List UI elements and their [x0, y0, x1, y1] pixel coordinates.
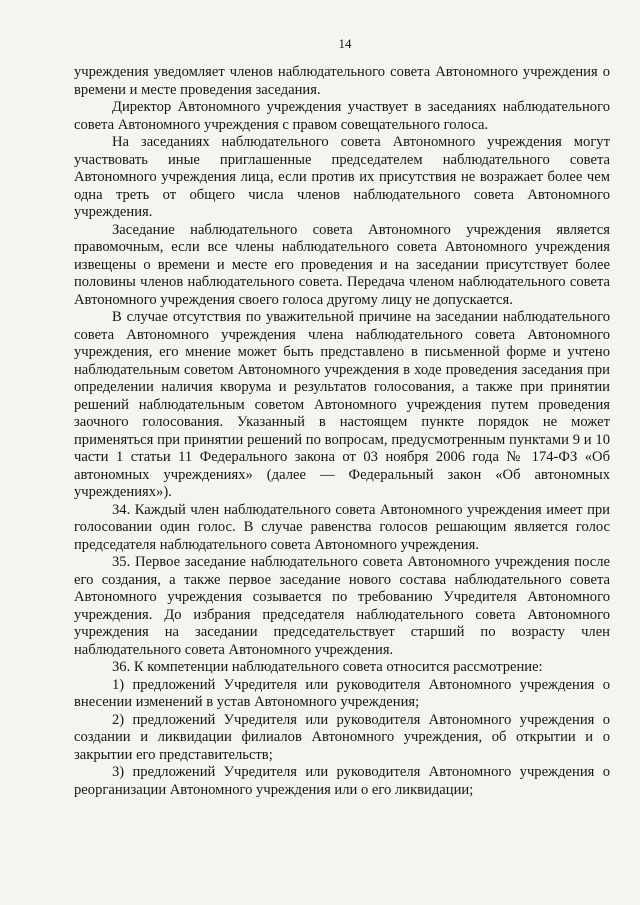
paragraph: На заседаниях наблюдательного совета Автономного учреждения могут участвовать иные приглашенные председателем наблюдательного совета Автономного учреждения лица, если против их присутствия не возражает более чем одна треть от общего числа членов наблюдательного совета Автономного учреждения.	[74, 134, 610, 220]
paragraph: В случае отсутствия по уважительной причине на заседании наблюдательного совета Автономного учреждения члена наблюдательного совета Автономного учреждения, его мнение может быть представлено в письменной форме и учтено наблюдательным советом Автономного учреждения в ходе проведения заседания при определении наличия кворума и результатов голосования, а также при принятии решений наблюдательным советом Автономного учреждения путем проведения заочного голосования. Указанный в настоящем пункте порядок не может применяться при принятии решений по вопросам, предусмотренным пунктами 9 и 10 части 1 статьи 11 Федерального закона от 03 ноября 2006 года № 174-ФЗ «Об автономных учреждениях» (далее — Федеральный закон «Об автономных учреждениях»).	[74, 309, 610, 500]
paragraph: Директор Автономного учреждения участвует в заседаниях наблюдательного совета Автономного учреждения с правом совещательного голоса.	[74, 99, 610, 133]
paragraph: 34. Каждый член наблюдательного совета Автономного учреждения имеет при голосовании один голос. В случае равенства голосов решающим является голос председателя наблюдательного совета Автономного учреждения.	[74, 501, 610, 553]
document-body	[74, 64, 610, 799]
paragraph: 3) предложений Учредителя или руководителя Автономного учреждения о реорганизации Автономного учреждения или о его ликвидации;	[74, 764, 610, 798]
paragraph: 35. Первое заседание наблюдательного совета Автономного учреждения после его создания, а также первое заседание нового состава наблюдательного совета Автономного учреждения созывается по требованию Учредителя Автономного учреждения. До избрания председателя наблюдательного совета Автономного учреждения на заседании председательствует старший по возрасту член наблюдательного совета Автономного учреждения.	[74, 554, 610, 658]
paragraph: 36. К компетенции наблюдательного совета относится рассмотрение:	[112, 659, 543, 675]
page-number: 14	[338, 36, 352, 51]
paragraph: 2) предложений Учредителя или руководителя Автономного учреждения о создании и ликвидации филиалов Автономного учреждения, об открытии и о закрытии его представительств;	[74, 711, 610, 763]
paragraph: Заседание наблюдательного совета Автономного учреждения является правомочным, если все члены наблюдательного совета Автономного учреждения извещены о времени и месте его проведения и на заседании присутствует более половины членов наблюдательного совета. Передача членом наблюдательного совета Автономного учреждения своего голоса другому лицу не допускается.	[74, 221, 610, 308]
paragraph: 1) предложений Учредителя или руководителя Автономного учреждения о внесении изменений в устав Автономного учреждения;	[74, 676, 610, 710]
paragraph: учреждения уведомляет членов наблюдательного совета Автономного учреждения о времени и месте проведения заседания.	[74, 64, 610, 98]
